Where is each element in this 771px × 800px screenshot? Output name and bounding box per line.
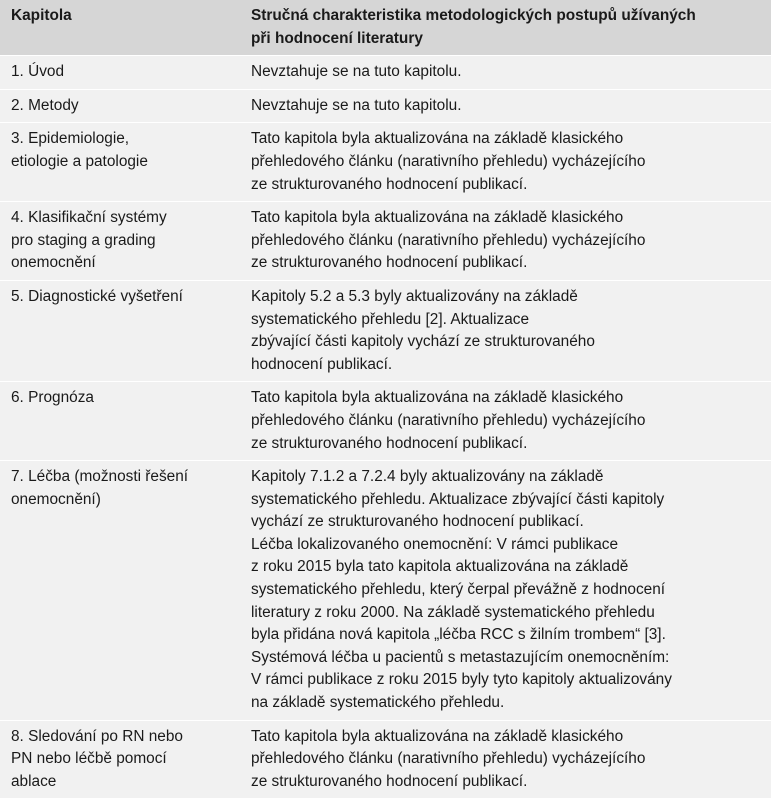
header-description: Stručná charakteristika metodologických postupů užívaných při hodnocení literatury	[251, 7, 696, 47]
description-cell: Tato kapitola byla aktualizována na základě klasického přehledového článku (narativního přehledu) vycházejícího ze strukturovaného hodnocení publikací.	[251, 209, 646, 272]
chapter-cell: 1. Úvod	[11, 63, 65, 81]
table-row	[0, 382, 771, 461]
chapter-cell: 2. Metody	[11, 96, 79, 114]
table-row	[0, 721, 771, 800]
table-row	[0, 123, 771, 202]
table-row	[0, 56, 771, 90]
chapter-cell: 7. Léčba (možnosti řešení onemocnění)	[11, 468, 189, 508]
description-cell: Tato kapitola byla aktualizována na základě klasického přehledového článku (narativního přehledu) vycházejícího ze strukturovaného hodnocení publikací.	[251, 389, 646, 452]
description-cell: Nevztahuje se na tuto kapitolu.	[251, 96, 462, 114]
table-row	[0, 461, 771, 721]
chapter-cell: 4. Klasifikační systémy pro staging a grading onemocnění	[11, 209, 167, 272]
description-cell: Tato kapitola byla aktualizována na základě klasického přehledového článku (narativního přehledu) vycházejícího ze strukturovaného hodnocení publikací.	[251, 727, 646, 790]
chapter-cell: 5. Diagnostické vyšetření	[11, 287, 183, 305]
description-cell: Nevztahuje se na tuto kapitolu.	[251, 63, 462, 81]
table-row	[0, 90, 771, 124]
header-chapter: Kapitola	[11, 7, 72, 24]
description-cell: Kapitoly 5.2 a 5.3 byly aktualizovány na základě systematického přehledu [2]. Aktualizace zbývající části kapitoly vychází ze strukturovaného hodnocení publikací.	[251, 287, 595, 373]
table-row	[0, 202, 771, 281]
table-header-row	[0, 0, 771, 56]
chapter-cell: 6. Prognóza	[11, 389, 94, 407]
table-row	[0, 281, 771, 382]
chapter-cell: 8. Sledování po RN nebo PN nebo léčbě pomocí ablace	[11, 727, 183, 790]
chapter-cell: 3. Epidemiologie, etiologie a patologie	[11, 130, 148, 170]
description-cell: Tato kapitola byla aktualizována na základě klasického přehledového článku (narativního přehledu) vycházejícího ze strukturovaného hodnocení publikací.	[251, 130, 646, 193]
description-cell: Kapitoly 7.1.2 a 7.2.4 byly aktualizovány na základě systematického přehledu. Aktualizace zbývající části kapitoly vychází ze strukturovaného hodnocení publikací. Léčba lokalizovaného onemocnění: V rámci publikace z roku 2015 byla tato kapitola aktualizována na základě systematického přehledu, který čerpal převážně z hodnocení literatury z roku 2000. Na základě systematického přehledu byla přidána nová kapitola „léčba RCC s žilním trombem“ [3]. Systémová léčba u pacientů s metastazujícím onemocněním: V rámci publikace z roku 2015 byly tyto kapitoly aktualizovány na základě systematického přehledu.	[251, 468, 672, 712]
